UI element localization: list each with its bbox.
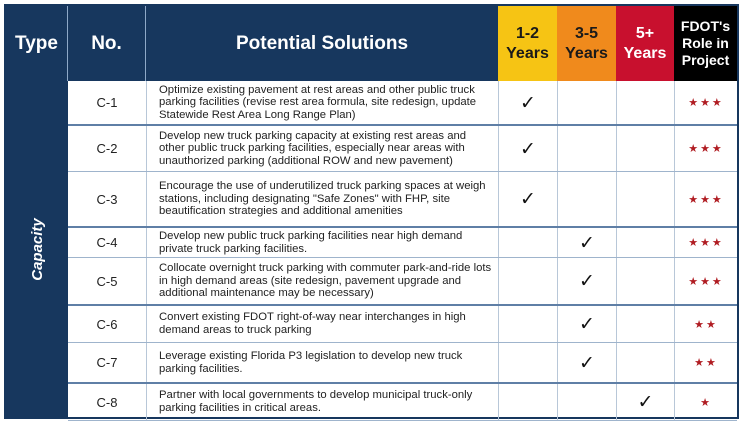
check-3-5-years-cell [557, 343, 616, 382]
check-3-5-years-cell [557, 228, 616, 257]
row-number: C-3 [96, 191, 118, 207]
row-number-cell [68, 172, 146, 226]
table-row [68, 228, 737, 258]
header-y35-line1: 3-5 [574, 24, 599, 42]
row-solution-cell [146, 384, 498, 420]
check-3-5-years-cell [557, 258, 616, 304]
check-3-5-years-cell [557, 126, 616, 171]
header-solutions-label: Potential Solutions [235, 32, 409, 54]
check-3-5-years: ✓ [579, 270, 595, 292]
check-1-2-years: ✓ [520, 188, 536, 210]
row-solution: Convert existing FDOT right-of-way near interchanges in high demand areas to truck parking [159, 311, 466, 336]
check-1-2-years-cell [498, 228, 557, 257]
header-y12-line1: 1-2 [515, 24, 540, 42]
check-5-plus-years-cell [616, 126, 674, 171]
header-y35-line2: Years [565, 44, 608, 62]
table-row [68, 81, 737, 126]
check-5-plus-years-cell [616, 228, 674, 257]
check-3-5-years-cell [557, 172, 616, 226]
check-3-5-years: ✓ [579, 351, 595, 374]
fdot-role-stars: ★★★ [688, 274, 724, 288]
type-column [6, 81, 68, 417]
row-solution: Collocate overnight truck parking with commuter park-and-ride lots in high demand areas (site redesign, pavement upgrade and additional maintenance may be necessary) [159, 262, 492, 300]
table-row [68, 306, 737, 343]
header-1-2-years [498, 6, 557, 81]
row-number-cell [68, 228, 146, 257]
check-5-plus-years-cell [616, 306, 674, 342]
table-row [68, 258, 737, 306]
row-number: C-4 [96, 235, 118, 250]
check-3-5-years-cell [557, 81, 616, 124]
row-solution-cell [146, 306, 498, 342]
check-3-5-years-cell [557, 384, 616, 420]
row-solution: Develop new public truck parking facilities near high demand private truck parking facilities. [159, 229, 463, 255]
row-number-cell [68, 126, 146, 171]
row-number-cell [68, 306, 146, 342]
header-no-label: No. [91, 32, 122, 54]
check-1-2-years-cell [498, 258, 557, 304]
row-solution: Encourage the use of underutilized truck parking spaces at weigh stations, including designating "Safe Zones" with FHP, site beautification strategies and additional amenities [159, 180, 486, 218]
row-number: C-5 [96, 273, 118, 289]
fdot-role-stars-cell [674, 172, 737, 226]
table-row [68, 343, 737, 384]
fdot-role-stars: ★ [700, 395, 712, 409]
row-solution-cell [146, 258, 498, 304]
fdot-role-stars: ★★★ [688, 96, 724, 109]
check-5-plus-years-cell [616, 258, 674, 304]
check-3-5-years: ✓ [579, 231, 595, 254]
type-label: Capacity [28, 217, 46, 281]
check-1-2-years-cell [498, 343, 557, 382]
row-number: C-7 [96, 355, 118, 370]
row-solution: Optimize existing pavement at rest areas and other public truck parking facilities (revise rest area formula, site redesign, update Statewide Rest Area Long Range Plan) [159, 83, 477, 121]
fdot-role-stars: ★★ [694, 317, 718, 331]
header-5-plus-years [616, 6, 674, 81]
row-solution: Partner with local governments to develop municipal truck-only parking facilities in critical areas. [159, 389, 473, 414]
check-5-plus-years-cell [616, 81, 674, 124]
header-3-5-years [557, 6, 616, 81]
fdot-role-stars-cell [674, 258, 737, 304]
header-y5p-line2: Years [623, 44, 667, 62]
table-row [68, 384, 737, 421]
header-fdot-role [674, 6, 737, 81]
row-solution: Leverage existing Florida P3 legislation to develop new truck parking facilities. [159, 349, 463, 375]
header-no [68, 6, 146, 81]
fdot-role-stars-cell [674, 126, 737, 171]
fdot-role-stars-cell [674, 306, 737, 342]
fdot-role-stars-cell [674, 228, 737, 257]
header-solutions [146, 6, 498, 81]
row-number: C-2 [96, 141, 118, 156]
row-number-cell [68, 384, 146, 420]
check-1-2-years-cell [498, 384, 557, 420]
solutions-table [4, 4, 739, 419]
table-row [68, 172, 737, 228]
fdot-role-stars: ★★★ [688, 236, 724, 249]
header-y12-line2: Years [506, 44, 549, 62]
header-y5p-line1: 5+ [635, 24, 655, 42]
row-number-cell [68, 343, 146, 382]
check-1-2-years: ✓ [520, 137, 536, 160]
row-number-cell [68, 81, 146, 124]
header-type [6, 6, 68, 81]
check-3-5-years-cell [557, 306, 616, 342]
table-row [68, 126, 737, 172]
fdot-role-stars: ★★ [694, 356, 718, 369]
check-5-plus-years-cell [616, 343, 674, 382]
header-fdot-line3: Project [681, 52, 730, 68]
check-1-2-years-cell [498, 172, 557, 226]
check-5-plus-years-cell [616, 172, 674, 226]
header-fdot-line1: FDOT's [680, 18, 731, 34]
check-1-2-years: ✓ [520, 91, 536, 114]
check-3-5-years: ✓ [579, 313, 595, 335]
row-number-cell [68, 258, 146, 304]
check-1-2-years-cell [498, 306, 557, 342]
check-1-2-years-cell [498, 126, 557, 171]
row-solution-cell [146, 343, 498, 382]
row-number: C-1 [96, 95, 118, 110]
fdot-role-stars-cell [674, 343, 737, 382]
fdot-role-stars-cell [674, 384, 737, 420]
fdot-role-stars: ★★★ [688, 192, 724, 206]
row-solution-cell [146, 126, 498, 171]
check-1-2-years-cell [498, 81, 557, 124]
header-type-label: Type [15, 32, 58, 54]
fdot-role-stars-cell [674, 81, 737, 124]
row-number: C-8 [96, 394, 118, 410]
row-solution-cell [146, 228, 498, 257]
fdot-role-stars: ★★★ [688, 142, 724, 155]
check-5-plus-years-cell [616, 384, 674, 420]
row-solution-cell [146, 81, 498, 124]
row-solution: Develop new truck parking capacity at existing rest areas and other public truck parking facilities, especially near areas with unauthorized parking (additional ROW and new pavement) [159, 129, 467, 167]
row-solution-cell [146, 172, 498, 226]
header-fdot-line2: Role in [682, 35, 729, 51]
check-5-plus-years: ✓ [637, 391, 654, 413]
row-number: C-6 [96, 316, 118, 332]
